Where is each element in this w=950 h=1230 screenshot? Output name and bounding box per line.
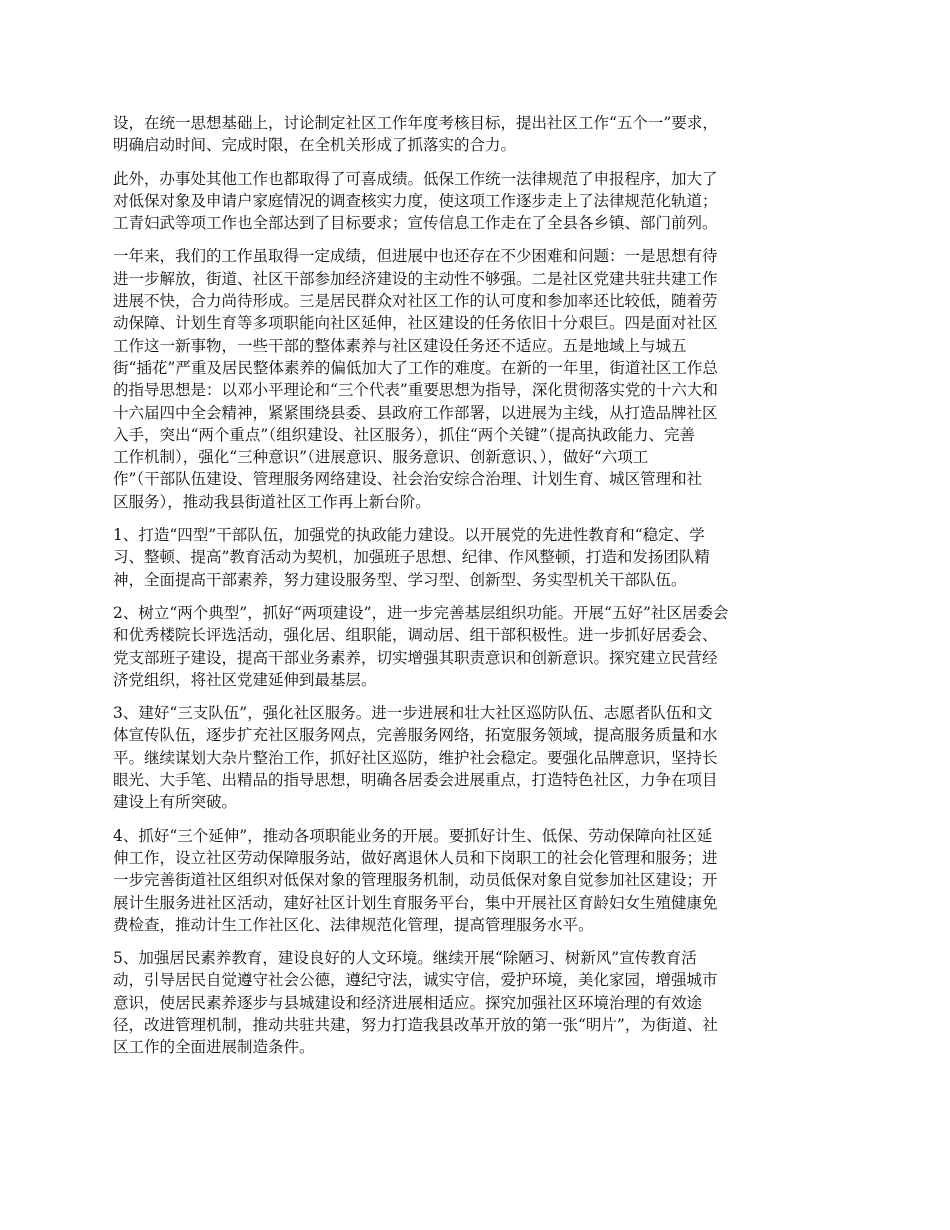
paragraph-2 — [113, 168, 837, 235]
paragraph-7 — [113, 825, 837, 936]
paragraph-line: 神，全面提高干部素养，努力建设服务型、学习型、创新型、务实型机关干部队伍。 — [113, 570, 687, 589]
document-body — [113, 112, 837, 1070]
paragraph-line: 径，改进管理机制，推动共驻共建，努力打造我县改革开放的第一张“明片”，为街道、社 — [113, 1015, 718, 1034]
paragraph-line: 展计生服务进社区活动，建好社区计划生育服务平台，集中开展社区育龄妇女生殖健康免 — [113, 893, 718, 912]
paragraph-1 — [113, 112, 837, 157]
paragraph-line: 对低保对象及申请户家庭情况的调查核实力度，使这项工作逐步走上了法律规范化轨道； — [113, 191, 718, 210]
paragraph-line: 十六届四中全会精神，紧紧围绕县委、县政府工作部署，以进展为主线，从打造品牌社区 — [113, 403, 718, 422]
paragraph-line: 建设上有所突破。 — [113, 793, 238, 812]
paragraph-line: 2、树立“两个典型”，抓好“两项建设”，进一步完善基层组织功能。开展“五好”社区居委会 — [113, 603, 729, 622]
paragraph-8 — [113, 947, 837, 1058]
paragraph-line: 街“插花”严重及居民整体素养的偏低加大了工作的难度。在新的一年里，街道社区工作总 — [113, 358, 718, 377]
paragraph-line: 工作这一新事物，一些干部的整体素养与社区建设任务还不适应。五是地域上与城五 — [113, 336, 687, 355]
paragraph-3 — [113, 245, 837, 513]
paragraph-line: 动保障、计划生育等多项职能向社区延伸，社区建设的任务依旧十分艰巨。四是面对社区 — [113, 314, 718, 333]
paragraph-line: 眼光、大手笔、出精品的指导思想，明确各居委会进展重点，打造特色社区，力争在项目 — [113, 771, 718, 790]
paragraph-line: 费检查，推动计生工作社区化、法律规范化管理，提高管理服务水平。 — [113, 915, 594, 934]
paragraph-line: 伸工作，设立社区劳动保障服务站，做好离退休人员和下岗职工的社会化管理和服务；进 — [113, 848, 718, 867]
paragraph-line: 3、建好“三支队伍”，强化社区服务。进一步进展和壮大社区巡防队伍、志愿者队伍和文 — [113, 704, 713, 723]
paragraph-line: 意识，使居民素养逐步与县城建设和经济进展相适应。探究加强社区环境治理的有效途 — [113, 993, 703, 1012]
paragraph-line: 的指导思想是：以邓小平理论和“三个代表”重要思想为指导，深化贯彻落实党的十六大和 — [113, 381, 718, 400]
paragraph-line: 工青妇武等项工作也全部达到了目标要求；宣传信息工作走在了全县各乡镇、部门前列。 — [113, 214, 718, 233]
paragraph-line: 习、整顿、提高”教育活动为契机，加强班子思想、纪律、作风整顿，打造和发扬团队精 — [113, 548, 710, 567]
paragraph-line: 区工作的全面进展制造条件。 — [113, 1038, 315, 1057]
paragraph-line: 入手，突出“两个重点”（组织建设、社区服务），抓住“两个关键”（提高执政能力、完善 — [113, 425, 695, 444]
paragraph-line: 动，引导居民自觉遵守社会公德，遵纪守法，诚实守信，爱护环境，美化家园，增强城市 — [113, 971, 718, 990]
paragraph-line: 一步完善街道社区组织对低保对象的管理服务机制，动员低保对象自觉参加社区建设；开 — [113, 871, 718, 890]
paragraph-line: 区服务），推动我县街道社区工作再上新台阶。 — [113, 492, 431, 511]
paragraph-line: 党支部班子建设，提高干部业务素养，切实增强其职责意识和创新意识。探究建立民营经 — [113, 648, 718, 667]
paragraph-line: 平。继续谋划大杂片整治工作，抓好社区巡防，维护社会稳定。要强化品牌意识，坚持长 — [113, 748, 718, 767]
paragraph-line: 5、加强居民素养教育，建设良好的人文环境。继续开展“除陋习、树新风”宣传教育活 — [113, 949, 697, 968]
paragraph-line: 和优秀楼院长评选活动，强化居、组职能，调动居、组干部积极性。进一步抓好居委会、 — [113, 626, 718, 645]
paragraph-line: 作”（干部队伍建设、管理服务网络建设、社会治安综合治理、计划生育、城区管理和社 — [113, 470, 703, 489]
paragraph-line: 济党组织，将社区党建延伸到最基层。 — [113, 670, 377, 689]
paragraph-line: 此外，办事处其他工作也都取得了可喜成绩。低保工作统一法律规范了申报程序，加大了 — [113, 169, 718, 188]
paragraph-line: 1、打造“四型”干部队伍，加强党的执政能力建设。以开展党的先进性教育和“稳定、学 — [113, 526, 705, 545]
paragraph-line: 进展不快，合力尚待形成。三是居民群众对社区工作的认可度和参加率还比较低，随着劳 — [113, 292, 718, 311]
paragraph-line: 设，在统一思想基础上，讨论制定社区工作年度考核目标，提出社区工作“五个一”要求， — [113, 114, 718, 132]
paragraph-line: 一年来，我们的工作虽取得一定成绩，但进展中也还存在不少困难和问题：一是思想有待 — [113, 247, 718, 266]
paragraph-line: 4、抓好“三个延伸”，推动各项职能业务的开展。要抓好计生、低保、劳动保障向社区延 — [113, 826, 713, 845]
paragraph-5 — [113, 602, 837, 691]
paragraph-line: 明确启动时间、完成时限，在全机关形成了抓落实的合力。 — [113, 136, 517, 155]
paragraph-line: 工作机制），强化“三种意识”（进展意识、服务意识、创新意识、），做好“六项工 — [113, 448, 649, 467]
paragraph-4 — [113, 524, 837, 591]
paragraph-line: 体宣传队伍，逐步扩充社区服务网点，完善服务网络，拓宽服务领域，提高服务质量和水 — [113, 726, 718, 745]
paragraph-6 — [113, 702, 837, 813]
paragraph-line: 进一步解放，街道、社区干部参加经济建设的主动性不够强。二是社区党建共驻共建工作 — [113, 269, 718, 288]
